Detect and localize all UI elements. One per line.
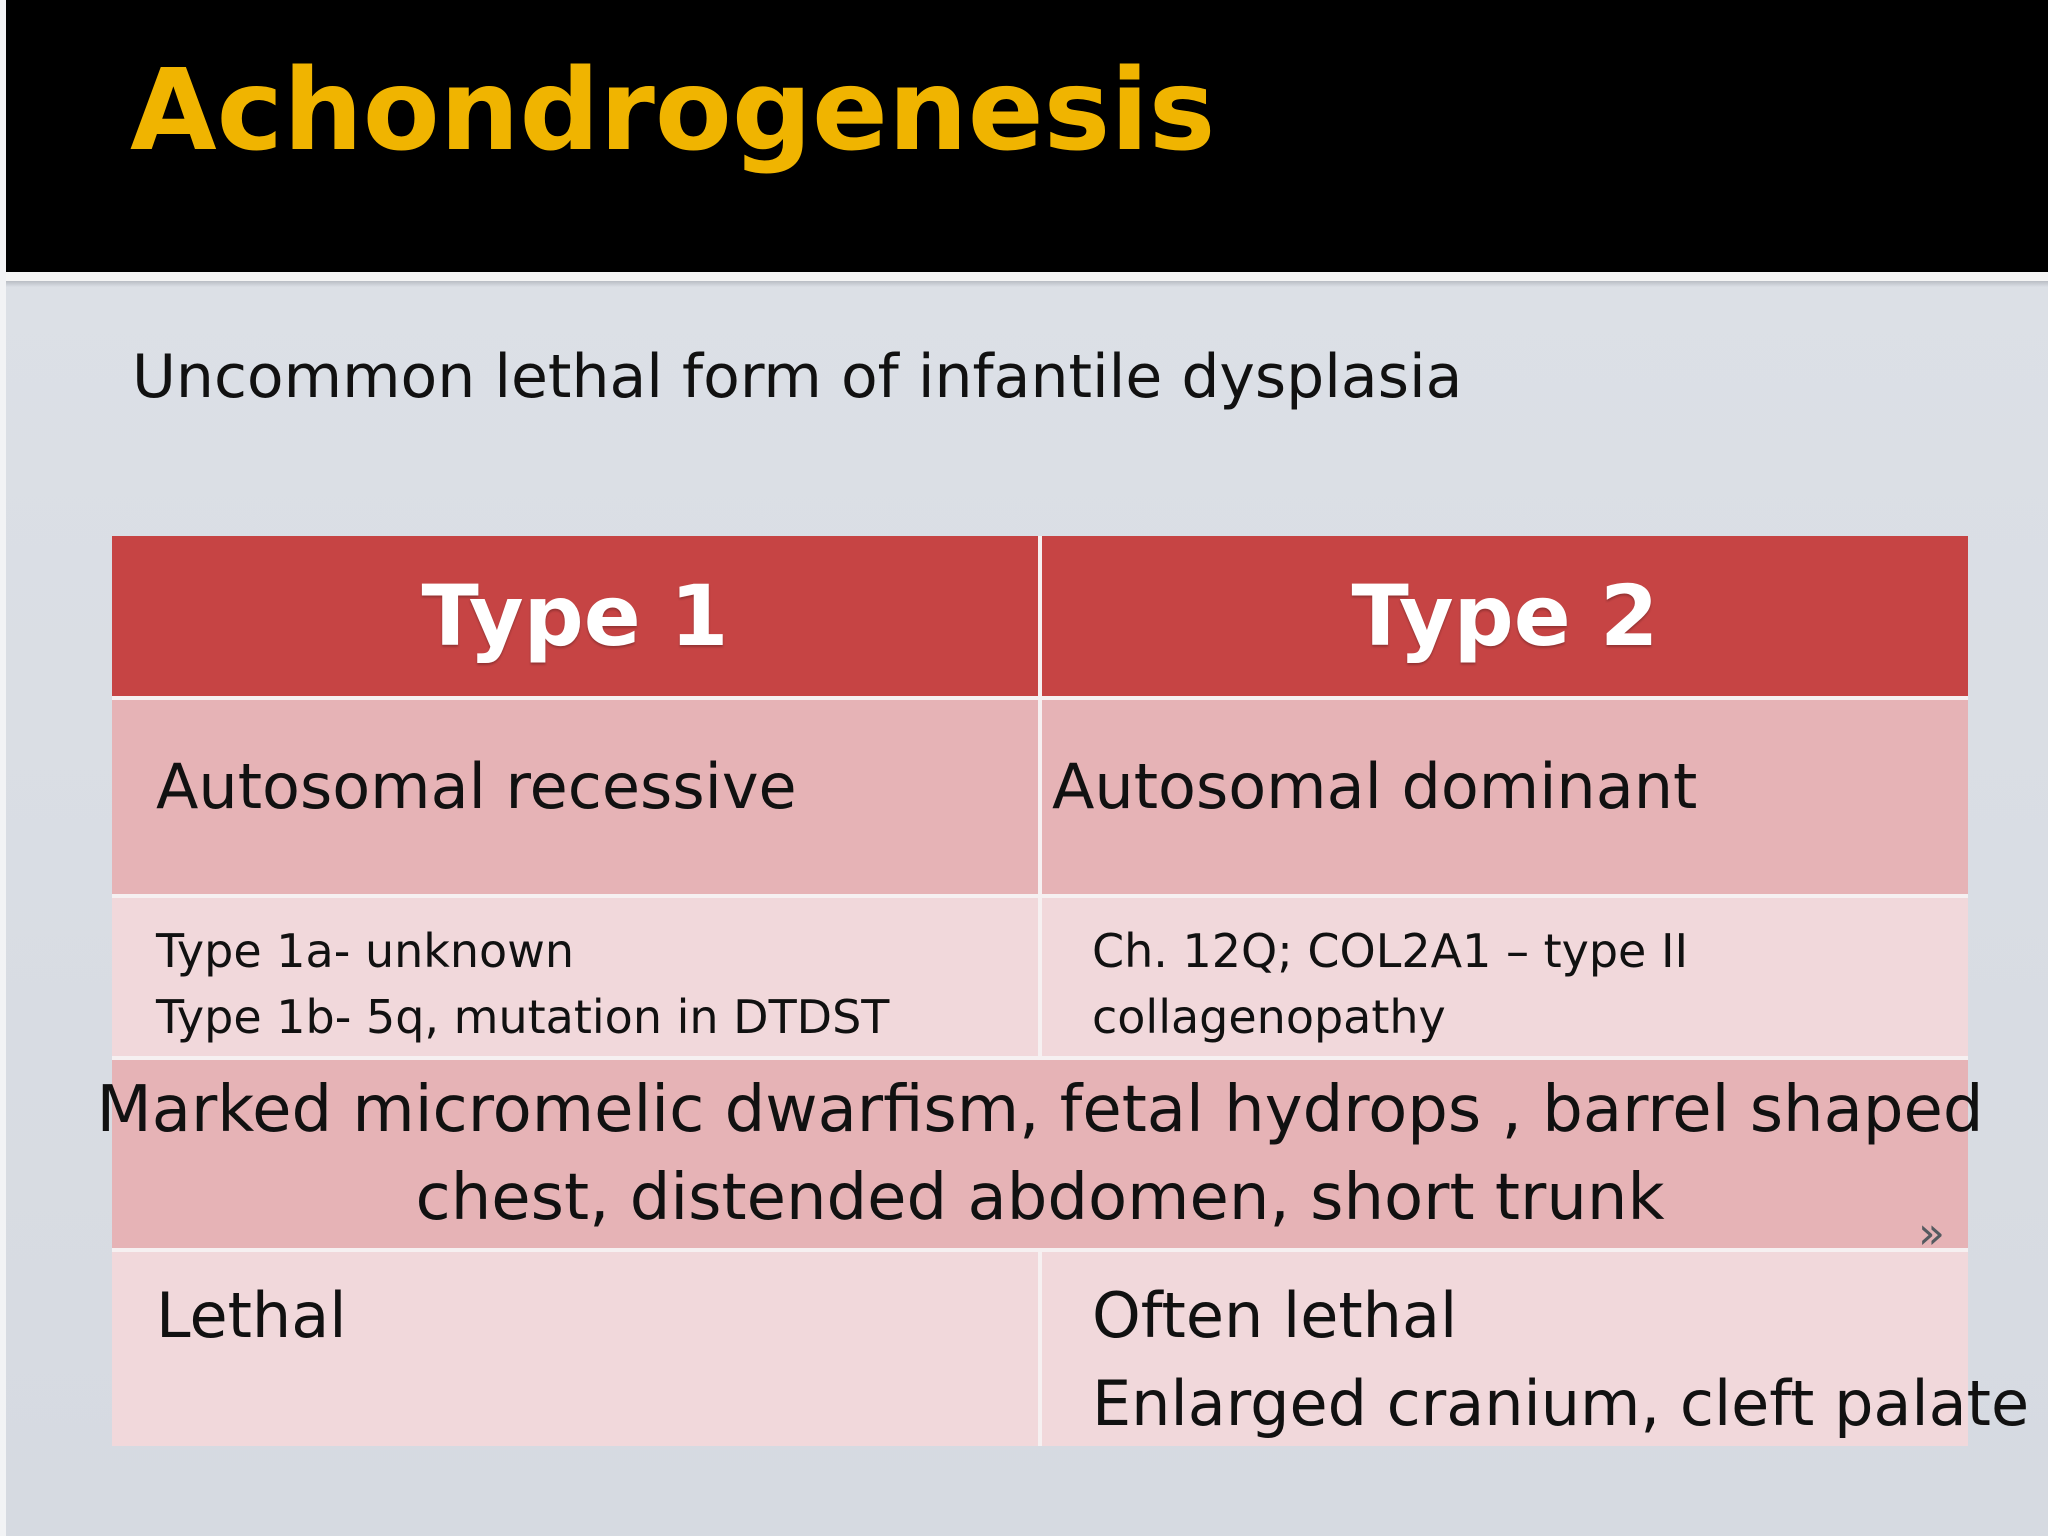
cell-outcome-type-2 (1042, 1252, 2030, 1446)
cell-genetics-type-1 (112, 898, 1038, 1056)
cell-text-line: Ch. 12Q; COL2A1 – type II (1092, 924, 1689, 978)
cell-text-line: Type 1a- unknown (156, 924, 574, 978)
cell-text: Autosomal dominant (1052, 750, 1698, 823)
column-divider (1038, 536, 1042, 1060)
header-type-1: Type 1 (112, 536, 1038, 696)
column-divider (1038, 1248, 1042, 1446)
cell-text-line: Enlarged cranium, cleft palate (1092, 1367, 2030, 1440)
row-divider (112, 1056, 1968, 1060)
cell-text-line: Type 1b- 5q, mutation in DTDST (156, 990, 890, 1044)
cell-text-line: Marked micromelic dwarfism, fetal hydrops , barrel shaped (96, 1073, 1984, 1147)
row-divider (112, 1248, 1968, 1252)
cell-text-line: Often lethal (1092, 1279, 1458, 1352)
cell-inheritance-type-2 (1042, 700, 1968, 894)
header-type-2: Type 2 (1042, 536, 1968, 696)
cell-text-line: Lethal (156, 1279, 347, 1352)
cell-text-line: chest, distended abdomen, short trunk (415, 1161, 1665, 1235)
chevron-right-double-icon[interactable]: » (1918, 1208, 1945, 1259)
row-divider (112, 894, 1968, 898)
slide-subtitle: Uncommon lethal form of infantile dysplasia (132, 342, 1463, 412)
title-shadow (6, 281, 2048, 287)
row-divider (112, 696, 1968, 700)
cell-text: Autosomal recessive (156, 750, 797, 823)
cell-genetics-type-2 (1042, 898, 1968, 1056)
cell-inheritance-type-1 (112, 700, 1038, 894)
cell-text-line: collagenopathy (1092, 990, 1446, 1044)
comparison-table (96, 536, 2030, 1446)
cell-outcome-type-1 (112, 1252, 1038, 1446)
slide-title: Achondrogenesis (130, 46, 1216, 176)
cell-features-merged (96, 1060, 1984, 1248)
title-underline (6, 272, 2048, 281)
